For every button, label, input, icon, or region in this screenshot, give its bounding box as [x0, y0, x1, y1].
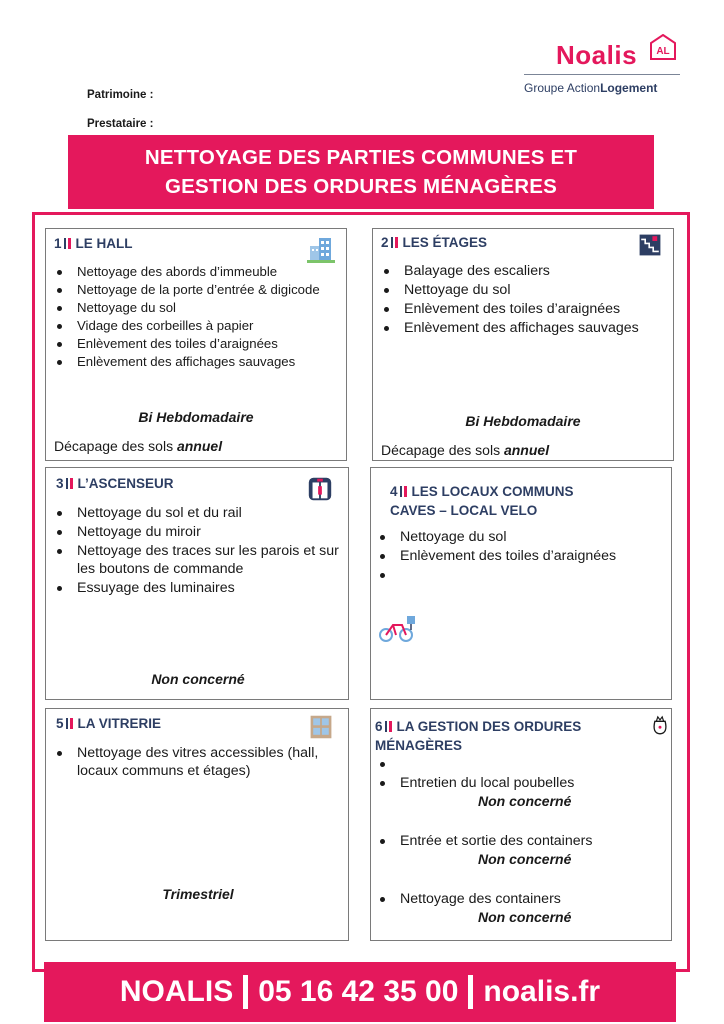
logo-group-name — [524, 81, 657, 95]
flag-icon — [391, 237, 398, 248]
building-icon — [306, 234, 336, 264]
card-vitrerie — [45, 708, 349, 941]
card-ordures-header — [375, 717, 581, 755]
list-item: Enlèvement des affichages sauvages — [54, 353, 344, 370]
section-subtitle: MÉNAGÈRES — [375, 738, 463, 753]
section-subtitle: CAVES – LOCAL VELO — [390, 503, 538, 518]
list-item: Enlèvement des toiles d’araignées — [377, 547, 669, 565]
list-item: Essuyage des luminaires — [54, 579, 346, 597]
title-line-2: GESTION DES ORDURES MÉNAGÈRES — [165, 175, 557, 198]
prestataire-label: Prestataire : — [87, 118, 154, 130]
card-locaux — [370, 467, 672, 700]
footer-name: NOALIS — [119, 975, 234, 1008]
al-badge-icon — [650, 34, 676, 60]
section-number: 1 — [54, 236, 62, 251]
noalis-logo — [522, 30, 682, 100]
card-ordures — [370, 708, 672, 941]
item-status: Non concerné — [478, 793, 572, 809]
group-prefix: Groupe Action — [524, 81, 601, 95]
card-hall-header — [54, 234, 133, 253]
section-number: 3 — [56, 476, 64, 491]
window-icon — [308, 712, 334, 742]
ordures-task-list — [377, 755, 671, 927]
annual-value: annuel — [176, 438, 223, 454]
etages-task-list — [381, 262, 671, 338]
list-item: Balayage des escaliers — [381, 262, 671, 280]
annual-prefix: Décapage des sols — [54, 438, 177, 454]
locaux-task-list — [377, 528, 669, 585]
item-status: Non concerné — [478, 851, 572, 867]
section-title: LA GESTION DES ORDURES — [396, 719, 582, 734]
logo-divider — [524, 74, 680, 75]
al-badge-text: AL — [656, 46, 670, 57]
hall-task-list — [54, 263, 344, 371]
etages-frequency: Bi Hebdomadaire — [465, 413, 581, 429]
vitrerie-frequency: Trimestriel — [162, 886, 234, 902]
ascenseur-frequency: Non concerné — [151, 671, 245, 687]
annual-value: annuel — [503, 442, 550, 458]
flag-icon — [66, 718, 73, 729]
list-item: Nettoyage du sol et du rail — [54, 504, 346, 522]
footer-separator — [243, 975, 248, 1009]
list-item: Nettoyage de la porte d’entrée & digicode — [54, 281, 344, 298]
card-etages — [372, 228, 674, 461]
section-number: 6 — [375, 719, 383, 734]
elevator-icon — [306, 475, 334, 503]
list-item: Nettoyage du sol — [381, 281, 671, 299]
footer-banner — [44, 962, 676, 1022]
list-item: Nettoyage du miroir — [54, 523, 346, 541]
bicycle-icon — [378, 614, 418, 644]
vitrerie-task-list — [54, 744, 348, 781]
title-banner — [68, 135, 654, 209]
footer-phone[interactable]: 05 16 42 35 00 — [258, 975, 459, 1008]
section-title: LA VITRERIE — [77, 716, 162, 731]
list-item: Nettoyage des traces sur les parois et sur les boutons de commande — [54, 542, 346, 578]
item-status: Non concerné — [478, 909, 572, 925]
card-hall — [45, 228, 347, 461]
annual-prefix: Décapage des sols — [381, 442, 504, 458]
flag-icon — [66, 478, 73, 489]
list-item: Enlèvement des toiles d’araignées — [54, 335, 344, 352]
section-title: LES LOCAUX COMMUNS — [411, 484, 574, 499]
card-locaux-header — [390, 482, 574, 520]
trash-bag-icon — [649, 712, 671, 738]
card-ascenseur-header — [56, 474, 174, 493]
list-item — [377, 774, 671, 831]
list-item: Enlèvement des affichages sauvages — [381, 319, 671, 337]
section-number: 4 — [390, 484, 398, 499]
card-ascenseur — [45, 467, 349, 700]
footer-website[interactable]: noalis.fr — [483, 975, 601, 1008]
list-item: Enlèvement des toiles d’araignées — [381, 300, 671, 318]
card-vitrerie-header — [56, 714, 161, 733]
etages-annual — [381, 442, 549, 458]
section-title: LES ÉTAGES — [402, 235, 488, 250]
item-label: Entretien du local poubelles — [400, 775, 575, 791]
card-etages-header — [381, 233, 487, 252]
list-item — [377, 755, 671, 773]
title-line-1: NETTOYAGE DES PARTIES COMMUNES ET — [144, 146, 578, 169]
list-item — [377, 832, 671, 889]
list-item: Nettoyage des abords d’immeuble — [54, 263, 344, 280]
section-title: LE HALL — [75, 236, 133, 251]
ascenseur-task-list — [54, 504, 346, 598]
list-item — [377, 566, 669, 584]
section-title: L’ASCENSEUR — [77, 476, 174, 491]
flag-icon — [385, 721, 392, 732]
list-item: Nettoyage du sol — [54, 299, 344, 316]
list-item — [377, 890, 671, 926]
patrimoine-label: Patrimoine : — [87, 89, 154, 101]
section-number: 2 — [381, 235, 389, 250]
list-item: Nettoyage des vitres accessibles (hall, locaux communs et étages) — [54, 744, 348, 780]
list-item: Nettoyage du sol — [377, 528, 669, 546]
footer-separator — [468, 975, 473, 1009]
list-item: Vidage des corbeilles à papier — [54, 317, 344, 334]
hall-frequency: Bi Hebdomadaire — [138, 409, 254, 425]
stairs-icon — [638, 233, 662, 257]
hall-annual — [54, 438, 222, 454]
flag-icon — [64, 238, 71, 249]
section-number: 5 — [56, 716, 64, 731]
group-bold: Logement — [600, 81, 658, 95]
item-label: Entrée et sortie des containers — [400, 833, 593, 849]
item-label: Nettoyage des containers — [400, 891, 561, 907]
logo-wordmark: Noalis — [556, 40, 638, 70]
flag-icon — [400, 486, 407, 497]
